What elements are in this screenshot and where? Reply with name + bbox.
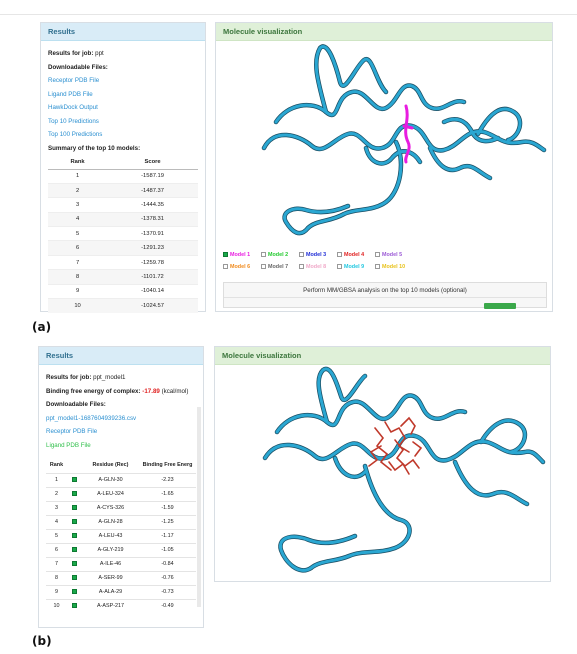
score-cell: -1487.37 [107, 183, 198, 197]
molecule-viewer[interactable] [216, 42, 552, 242]
checkbox[interactable] [299, 252, 304, 257]
model-label: Model 9 [344, 264, 365, 270]
residue-cell: A-ALA-29 [82, 585, 139, 599]
residue-checkbox[interactable] [72, 575, 77, 580]
table-row [46, 473, 196, 487]
job-label: Results for job: [48, 50, 94, 57]
energy-cell: -0.76 [139, 571, 196, 585]
results-header: Results [39, 347, 203, 365]
checkbox[interactable] [261, 252, 266, 257]
molecule-viz-panel [215, 22, 553, 312]
csv-file-link[interactable]: ppt_model1-1687604939236.csv [46, 414, 137, 422]
residue-cell: A-SER-99 [82, 571, 139, 585]
model-toggle-3[interactable] [299, 252, 326, 258]
mmgbsa-section [223, 282, 547, 308]
ligand-binding-residues [369, 418, 421, 474]
model-toggle-1[interactable] [223, 252, 250, 258]
table-row [46, 515, 196, 529]
protein-ribbon [265, 369, 543, 570]
col-score: Score [107, 155, 198, 169]
top100-predictions-link[interactable]: Top 100 Predictions [48, 131, 103, 138]
caption-a: (a) [32, 320, 52, 334]
checkbox[interactable] [375, 264, 380, 269]
score-cell: -1587.19 [107, 169, 198, 183]
summary-label: Summary of the top 10 models: [48, 144, 141, 152]
rank-cell: 3 [48, 198, 107, 212]
table-row [46, 529, 196, 543]
model-label: Model 4 [344, 252, 365, 258]
residue-table [46, 457, 196, 613]
energy-cell: -1.25 [139, 515, 196, 529]
table-row [48, 299, 198, 313]
model-label: Model 5 [382, 252, 403, 258]
model-toggle-2[interactable] [261, 252, 288, 258]
mmgbsa-title: Perform MM/GBSA analysis on the top 10 models (optional) [224, 283, 546, 298]
protein-ribbon [264, 47, 544, 234]
checkbox[interactable] [375, 252, 380, 257]
score-cell: -1291.23 [107, 241, 198, 255]
col-check [67, 457, 82, 473]
downloadable-label: Downloadable Files: [48, 63, 108, 71]
energy-cell: -1.05 [139, 543, 196, 557]
rank-cell: 5 [46, 529, 67, 543]
residue-cell: A-GLN-30 [82, 473, 139, 487]
table-row [46, 487, 196, 501]
binding-label: Binding free energy of complex: [46, 387, 141, 395]
checkbox[interactable] [261, 264, 266, 269]
score-cell: -1101.72 [107, 270, 198, 284]
molecule-viz-header: Molecule visualization [215, 347, 550, 365]
model-label: Model 1 [230, 252, 251, 258]
model-label: Model 7 [268, 264, 289, 270]
energy-cell: -1.65 [139, 487, 196, 501]
rank-cell: 1 [46, 473, 67, 487]
table-row [46, 557, 196, 571]
job-line [48, 47, 198, 61]
residue-checkbox[interactable] [72, 603, 77, 608]
table-row [48, 198, 198, 212]
residue-cell: A-GLN-28 [82, 515, 139, 529]
job-name: ppt_model1 [93, 374, 126, 381]
model-label: Model 3 [306, 252, 327, 258]
results-panel [38, 346, 204, 628]
residue-cell: A-ASP-217 [82, 599, 139, 613]
score-cell: -1378.31 [107, 212, 198, 226]
residue-checkbox[interactable] [72, 477, 77, 482]
energy-cell: -0.73 [139, 585, 196, 599]
residue-cell: A-ILE-46 [82, 557, 139, 571]
score-cell: -1040.14 [107, 284, 198, 298]
residue-checkbox[interactable] [72, 533, 77, 538]
score-cell: -1370.91 [107, 227, 198, 241]
rank-cell: 10 [48, 299, 107, 313]
job-name: ppt [95, 50, 104, 57]
energy-cell: -0.49 [139, 599, 196, 613]
residue-checkbox[interactable] [72, 505, 77, 510]
col-rank: Rank [48, 155, 107, 169]
rank-cell: 4 [48, 212, 107, 226]
energy-cell: -2.23 [139, 473, 196, 487]
model-toggle-7[interactable] [261, 264, 288, 270]
scores-table [48, 155, 198, 313]
table-row [48, 183, 198, 197]
screenshot-b [0, 338, 577, 628]
rank-cell: 7 [46, 557, 67, 571]
residue-checkbox[interactable] [72, 547, 77, 552]
model-toggle-8[interactable] [299, 264, 326, 270]
rank-cell: 9 [46, 585, 67, 599]
residue-checkbox[interactable] [72, 491, 77, 496]
col-residue: Residue (Rec) [92, 461, 129, 468]
rank-cell: 8 [46, 571, 67, 585]
model-toggle-6[interactable] [223, 264, 250, 270]
table-row [48, 241, 198, 255]
checkbox[interactable] [223, 252, 228, 257]
residue-checkbox[interactable] [72, 589, 77, 594]
receptor-pdb-link[interactable]: Receptor PDB File [46, 428, 98, 435]
table-row [46, 599, 196, 613]
rank-cell: 6 [48, 241, 107, 255]
binding-value: -17.89 [142, 387, 160, 395]
table-row [48, 270, 198, 284]
rank-cell: 8 [48, 270, 107, 284]
table-row [48, 169, 198, 183]
table-row [46, 501, 196, 515]
rank-cell: 6 [46, 543, 67, 557]
model-label: Model 8 [306, 264, 327, 270]
score-cell: -1259.78 [107, 255, 198, 269]
job-label: Results for job: [46, 374, 92, 381]
col-rank: Rank [49, 461, 64, 468]
receptor-pdb-link[interactable]: Receptor PDB File [48, 77, 100, 84]
model-toggle-5[interactable] [375, 252, 402, 258]
screenshot-a [0, 0, 577, 316]
rank-cell: 1 [48, 169, 107, 183]
checkbox[interactable] [337, 252, 342, 257]
model-toggle-4[interactable] [337, 252, 364, 258]
score-cell: -1024.57 [107, 299, 198, 313]
residue-checkbox[interactable] [72, 519, 77, 524]
ligand-pdb-link[interactable]: Ligand PDB File [46, 441, 91, 449]
ribbon-main [264, 47, 544, 234]
model-legend [223, 252, 543, 278]
rank-cell: 3 [46, 501, 67, 515]
energy-cell: -1.17 [139, 529, 196, 543]
checkbox[interactable] [223, 264, 228, 269]
residue-cell: A-LEU-324 [82, 487, 139, 501]
binding-energy-line [46, 385, 196, 399]
results-header: Results [41, 23, 205, 41]
table-row [46, 585, 196, 599]
table-row [48, 212, 198, 226]
residue-cell: A-LEU-43 [82, 529, 139, 543]
model-label: Model 2 [268, 252, 289, 258]
rank-cell: 4 [46, 515, 67, 529]
results-panel [40, 22, 206, 312]
table-row [48, 255, 198, 269]
job-line [46, 371, 196, 385]
checkbox[interactable] [337, 264, 342, 269]
table-row [48, 284, 198, 298]
molecule-viz-panel [214, 346, 551, 582]
ligand-pdb-link[interactable]: Ligand PDB File [48, 90, 93, 98]
energy-cell: -0.84 [139, 557, 196, 571]
model-label: Model 6 [230, 264, 251, 270]
mmgbsa-submit-button[interactable] [484, 303, 516, 309]
checkbox[interactable] [299, 264, 304, 269]
rank-cell: 2 [46, 487, 67, 501]
residue-checkbox[interactable] [72, 561, 77, 566]
rank-cell: 5 [48, 227, 107, 241]
residue-cell: A-CYS-326 [82, 501, 139, 515]
energy-cell: -1.59 [139, 501, 196, 515]
binding-unit: (kcal/mol) [161, 387, 189, 395]
caption-b: (b) [32, 634, 52, 648]
rank-cell: 7 [48, 255, 107, 269]
model-toggle-9[interactable] [337, 264, 364, 270]
table-row [48, 227, 198, 241]
model-toggle-10[interactable] [375, 264, 405, 270]
score-cell: -1444.35 [107, 198, 198, 212]
table-row [46, 543, 196, 557]
scrollbar[interactable] [197, 407, 201, 607]
col-energy: Binding Free Energ [142, 461, 193, 468]
rank-cell: 2 [48, 183, 107, 197]
model-label: Model 10 [382, 264, 406, 270]
molecule-viz-header: Molecule visualization [216, 23, 552, 41]
residue-cell: A-GLY-219 [82, 543, 139, 557]
molecule-viewer[interactable] [215, 366, 550, 580]
top-divider [0, 14, 577, 15]
table-row [46, 571, 196, 585]
rank-cell: 9 [48, 284, 107, 298]
top10-predictions-link[interactable]: Top 10 Predictions [48, 117, 99, 125]
downloadable-label: Downloadable Files: [46, 401, 106, 408]
hawkdock-output-link[interactable]: HawkDock Output [48, 104, 98, 111]
rank-cell: 10 [46, 599, 67, 613]
